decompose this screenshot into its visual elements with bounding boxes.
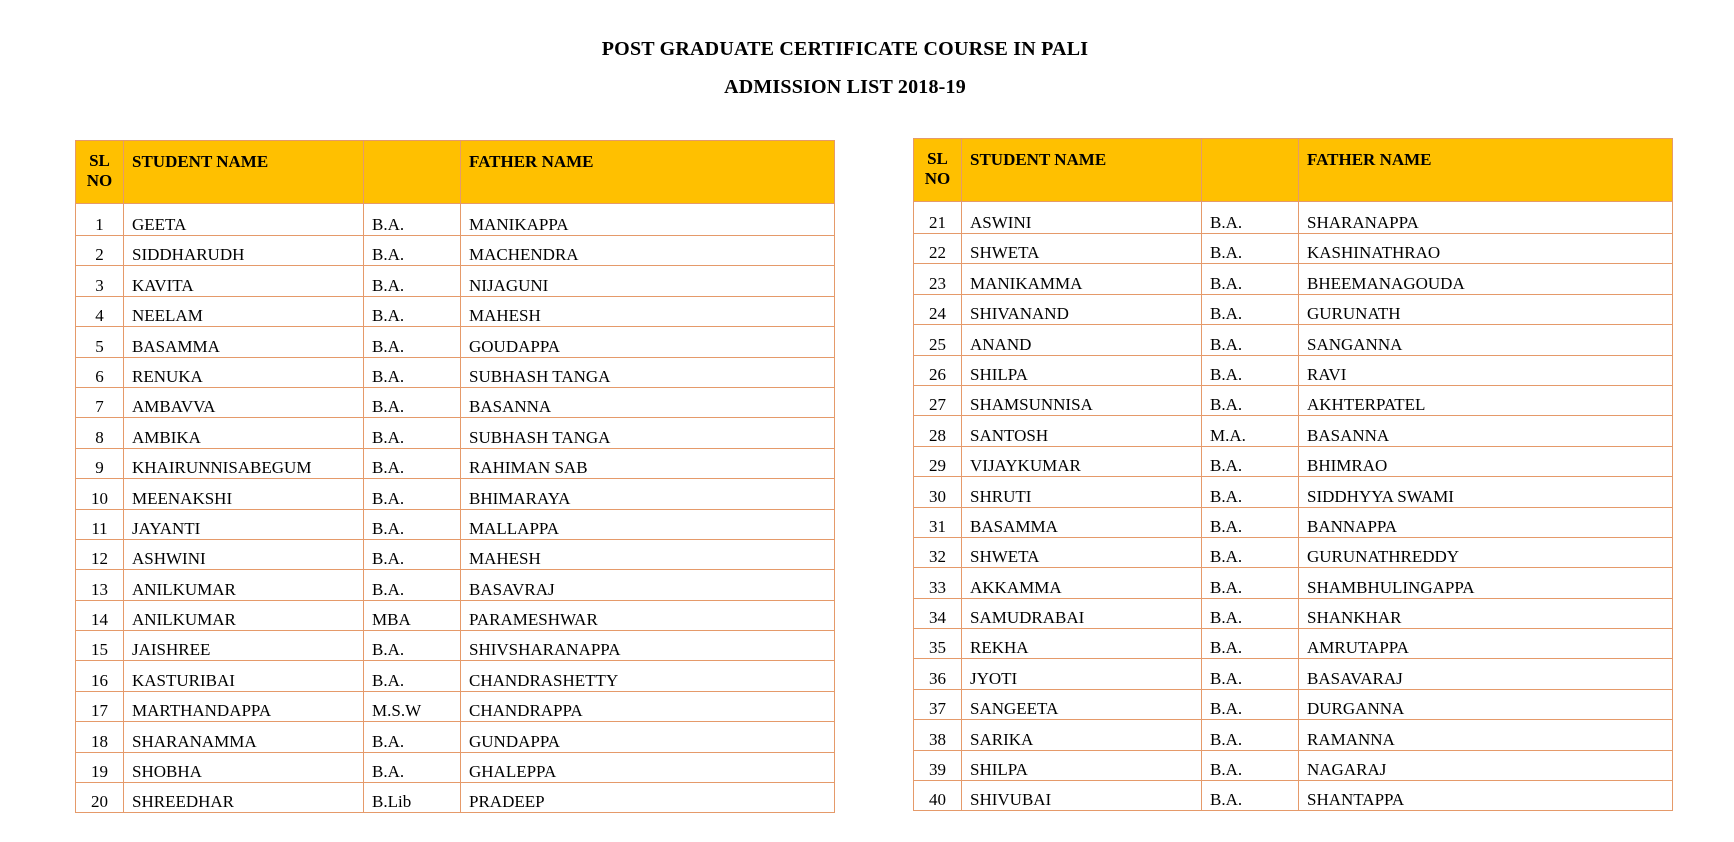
student-name-cell: NEELAM bbox=[124, 296, 364, 326]
qualification-cell: B.A. bbox=[1202, 720, 1299, 750]
table-row bbox=[76, 600, 835, 630]
student-name-cell: SHOBHA bbox=[124, 752, 364, 782]
student-name-cell: GEETA bbox=[124, 204, 364, 236]
table-row bbox=[914, 355, 1673, 385]
father-name-cell: GUNDAPPA bbox=[461, 722, 835, 752]
table-row bbox=[76, 204, 835, 236]
table-row bbox=[76, 266, 835, 296]
father-name-cell: NAGARAJ bbox=[1299, 750, 1673, 780]
sl-no-cell: 18 bbox=[76, 722, 124, 752]
qualification-cell: B.A. bbox=[1202, 202, 1299, 234]
father-name-cell: SHARANAPPA bbox=[1299, 202, 1673, 234]
father-name-cell: SANGANNA bbox=[1299, 325, 1673, 355]
qualification-cell: B.A. bbox=[364, 631, 461, 661]
qualification-cell: B.A. bbox=[364, 570, 461, 600]
sl-no-cell: 37 bbox=[914, 689, 962, 719]
father-name-cell: BASAVRAJ bbox=[461, 570, 835, 600]
table-row bbox=[914, 568, 1673, 598]
sl-no-cell: 1 bbox=[76, 204, 124, 236]
table-row bbox=[76, 236, 835, 266]
qualification-cell: B.A. bbox=[364, 722, 461, 752]
student-name-cell: ASHWINI bbox=[124, 539, 364, 569]
student-name-cell: SARIKA bbox=[962, 720, 1202, 750]
sl-no-cell: 40 bbox=[914, 781, 962, 811]
father-name-cell: PRADEEP bbox=[461, 783, 835, 813]
qualification-cell: B.A. bbox=[1202, 659, 1299, 689]
father-name-cell: BASANNA bbox=[461, 387, 835, 417]
father-name-cell: BHIMRAO bbox=[1299, 446, 1673, 476]
sl-no-cell: 16 bbox=[76, 661, 124, 691]
student-name-cell: ANAND bbox=[962, 325, 1202, 355]
sl-no-cell: 4 bbox=[76, 296, 124, 326]
qualification-cell: B.A. bbox=[1202, 355, 1299, 385]
sl-no-cell: 2 bbox=[76, 236, 124, 266]
table-row bbox=[76, 691, 835, 721]
father-name-cell: CHANDRASHETTY bbox=[461, 661, 835, 691]
student-name-cell: SHAMSUNNISA bbox=[962, 385, 1202, 415]
student-name-cell: RENUKA bbox=[124, 357, 364, 387]
table-row bbox=[76, 752, 835, 782]
table-row bbox=[76, 783, 835, 813]
father-name-cell: RAHIMAN SAB bbox=[461, 448, 835, 478]
table-header-row bbox=[914, 139, 1673, 202]
table-row bbox=[914, 781, 1673, 811]
qualification-cell: B.A. bbox=[364, 418, 461, 448]
student-name-cell: BASAMMA bbox=[962, 507, 1202, 537]
father-name-cell: BANNAPPA bbox=[1299, 507, 1673, 537]
student-name-cell: KHAIRUNNISABEGUM bbox=[124, 448, 364, 478]
table-row bbox=[76, 509, 835, 539]
father-name-cell: SHAMBHULINGAPPA bbox=[1299, 568, 1673, 598]
student-name-cell: SHARANAMMA bbox=[124, 722, 364, 752]
sl-no-cell: 35 bbox=[914, 629, 962, 659]
qualification-cell: B.A. bbox=[364, 266, 461, 296]
header-father-name: FATHER NAME bbox=[461, 141, 835, 204]
student-name-cell: AMBAVVA bbox=[124, 387, 364, 417]
table-body-left bbox=[76, 204, 835, 813]
sl-no-cell: 24 bbox=[914, 294, 962, 324]
sl-no-cell: 15 bbox=[76, 631, 124, 661]
document-subtitle: ADMISSION LIST 2018-19 bbox=[724, 76, 966, 98]
father-name-cell: SHANTAPPA bbox=[1299, 781, 1673, 811]
father-name-cell: MACHENDRA bbox=[461, 236, 835, 266]
sl-no-cell: 3 bbox=[76, 266, 124, 296]
table-row bbox=[914, 629, 1673, 659]
document-title: POST GRADUATE CERTIFICATE COURSE IN PALI bbox=[601, 38, 1089, 60]
sl-no-cell: 7 bbox=[76, 387, 124, 417]
father-name-cell: BASANNA bbox=[1299, 416, 1673, 446]
header-sl-no: SL NO bbox=[76, 141, 124, 204]
qualification-cell: B.A. bbox=[1202, 325, 1299, 355]
header-father-name: FATHER NAME bbox=[1299, 139, 1673, 202]
table-row bbox=[76, 327, 835, 357]
table-row bbox=[914, 659, 1673, 689]
student-name-cell: SHILPA bbox=[962, 750, 1202, 780]
qualification-cell: B.A. bbox=[1202, 689, 1299, 719]
table-row bbox=[914, 202, 1673, 234]
sl-no-cell: 22 bbox=[914, 234, 962, 264]
father-name-cell: KASHINATHRAO bbox=[1299, 234, 1673, 264]
sl-no-cell: 21 bbox=[914, 202, 962, 234]
sl-no-cell: 8 bbox=[76, 418, 124, 448]
admission-table-right bbox=[913, 138, 1673, 811]
sl-no-cell: 12 bbox=[76, 539, 124, 569]
student-name-cell: SHWETA bbox=[962, 537, 1202, 567]
sl-no-cell: 38 bbox=[914, 720, 962, 750]
qualification-cell: M.S.W bbox=[364, 691, 461, 721]
father-name-cell: RAVI bbox=[1299, 355, 1673, 385]
qualification-cell: B.A. bbox=[364, 236, 461, 266]
father-name-cell: SHANKHAR bbox=[1299, 598, 1673, 628]
sl-no-cell: 25 bbox=[914, 325, 962, 355]
sl-no-cell: 9 bbox=[76, 448, 124, 478]
father-name-cell: MAHESH bbox=[461, 296, 835, 326]
qualification-cell: B.A. bbox=[1202, 294, 1299, 324]
father-name-cell: AKHTERPATEL bbox=[1299, 385, 1673, 415]
father-name-cell: GURUNATH bbox=[1299, 294, 1673, 324]
student-name-cell: SHIVANAND bbox=[962, 294, 1202, 324]
table-row bbox=[76, 387, 835, 417]
table-row bbox=[914, 477, 1673, 507]
table-row bbox=[76, 570, 835, 600]
father-name-cell: GHALEPPA bbox=[461, 752, 835, 782]
sl-no-cell: 19 bbox=[76, 752, 124, 782]
qualification-cell: B.A. bbox=[1202, 477, 1299, 507]
student-name-cell: SHWETA bbox=[962, 234, 1202, 264]
student-name-cell: KAVITA bbox=[124, 266, 364, 296]
father-name-cell: SUBHASH TANGA bbox=[461, 357, 835, 387]
student-name-cell: ANILKUMAR bbox=[124, 570, 364, 600]
sl-no-cell: 36 bbox=[914, 659, 962, 689]
father-name-cell: SHIVSHARANAPPA bbox=[461, 631, 835, 661]
qualification-cell: B.A. bbox=[1202, 750, 1299, 780]
table-row bbox=[76, 448, 835, 478]
student-name-cell: SHRUTI bbox=[962, 477, 1202, 507]
sl-no-cell: 26 bbox=[914, 355, 962, 385]
father-name-cell: GURUNATHREDDY bbox=[1299, 537, 1673, 567]
student-name-cell: ANILKUMAR bbox=[124, 600, 364, 630]
table-row bbox=[914, 264, 1673, 294]
student-name-cell: AKKAMMA bbox=[962, 568, 1202, 598]
header-qualification bbox=[364, 141, 461, 204]
table-row bbox=[914, 385, 1673, 415]
father-name-cell: PARAMESHWAR bbox=[461, 600, 835, 630]
qualification-cell: B.A. bbox=[1202, 629, 1299, 659]
header-student-name: STUDENT NAME bbox=[962, 139, 1202, 202]
sl-no-cell: 31 bbox=[914, 507, 962, 537]
table-row bbox=[914, 294, 1673, 324]
qualification-cell: B.A. bbox=[364, 387, 461, 417]
student-name-cell: MARTHANDAPPA bbox=[124, 691, 364, 721]
student-name-cell: SHREEDHAR bbox=[124, 783, 364, 813]
father-name-cell: BASAVARAJ bbox=[1299, 659, 1673, 689]
table-row bbox=[914, 598, 1673, 628]
table-row bbox=[914, 416, 1673, 446]
sl-no-cell: 5 bbox=[76, 327, 124, 357]
qualification-cell: B.A. bbox=[1202, 507, 1299, 537]
table-row bbox=[914, 750, 1673, 780]
father-name-cell: MANIKAPPA bbox=[461, 204, 835, 236]
table-row bbox=[76, 722, 835, 752]
student-name-cell: JYOTI bbox=[962, 659, 1202, 689]
father-name-cell: BHEEMANAGOUDA bbox=[1299, 264, 1673, 294]
qualification-cell: B.A. bbox=[364, 752, 461, 782]
qualification-cell: B.A. bbox=[1202, 781, 1299, 811]
qualification-cell: MBA bbox=[364, 600, 461, 630]
table-header-row bbox=[76, 141, 835, 204]
sl-no-cell: 17 bbox=[76, 691, 124, 721]
sl-no-cell: 14 bbox=[76, 600, 124, 630]
qualification-cell: B.A. bbox=[364, 539, 461, 569]
student-name-cell: MEENAKSHI bbox=[124, 479, 364, 509]
sl-no-cell: 23 bbox=[914, 264, 962, 294]
student-name-cell: SHIVUBAI bbox=[962, 781, 1202, 811]
student-name-cell: JAYANTI bbox=[124, 509, 364, 539]
sl-no-cell: 29 bbox=[914, 446, 962, 476]
table-row bbox=[76, 296, 835, 326]
father-name-cell: RAMANNA bbox=[1299, 720, 1673, 750]
student-name-cell: SAMUDRABAI bbox=[962, 598, 1202, 628]
sl-no-cell: 13 bbox=[76, 570, 124, 600]
father-name-cell: BHIMARAYA bbox=[461, 479, 835, 509]
sl-no-cell: 32 bbox=[914, 537, 962, 567]
table-row bbox=[76, 418, 835, 448]
sl-no-cell: 27 bbox=[914, 385, 962, 415]
qualification-cell: B.A. bbox=[364, 479, 461, 509]
student-name-cell: AMBIKA bbox=[124, 418, 364, 448]
student-name-cell: BASAMMA bbox=[124, 327, 364, 357]
qualification-cell: M.A. bbox=[1202, 416, 1299, 446]
qualification-cell: B.A. bbox=[364, 661, 461, 691]
sl-no-cell: 10 bbox=[76, 479, 124, 509]
table-body-right bbox=[914, 202, 1673, 811]
student-name-cell: REKHA bbox=[962, 629, 1202, 659]
qualification-cell: B.A. bbox=[1202, 264, 1299, 294]
table-row bbox=[76, 357, 835, 387]
sl-no-cell: 34 bbox=[914, 598, 962, 628]
student-name-cell: ASWINI bbox=[962, 202, 1202, 234]
student-name-cell: SHILPA bbox=[962, 355, 1202, 385]
table-row bbox=[76, 539, 835, 569]
table-row bbox=[914, 720, 1673, 750]
qualification-cell: B.A. bbox=[1202, 234, 1299, 264]
table-row bbox=[914, 446, 1673, 476]
student-name-cell: VIJAYKUMAR bbox=[962, 446, 1202, 476]
qualification-cell: B.Lib bbox=[364, 783, 461, 813]
father-name-cell: MALLAPPA bbox=[461, 509, 835, 539]
qualification-cell: B.A. bbox=[1202, 446, 1299, 476]
student-name-cell: MANIKAMMA bbox=[962, 264, 1202, 294]
qualification-cell: B.A. bbox=[364, 509, 461, 539]
qualification-cell: B.A. bbox=[364, 327, 461, 357]
student-name-cell: KASTURIBAI bbox=[124, 661, 364, 691]
father-name-cell: NIJAGUNI bbox=[461, 266, 835, 296]
sl-no-cell: 33 bbox=[914, 568, 962, 598]
father-name-cell: GOUDAPPA bbox=[461, 327, 835, 357]
table-row bbox=[914, 689, 1673, 719]
father-name-cell: MAHESH bbox=[461, 539, 835, 569]
table-row bbox=[76, 661, 835, 691]
header-qualification bbox=[1202, 139, 1299, 202]
sl-no-cell: 30 bbox=[914, 477, 962, 507]
qualification-cell: B.A. bbox=[364, 357, 461, 387]
qualification-cell: B.A. bbox=[1202, 568, 1299, 598]
student-name-cell: SANGEETA bbox=[962, 689, 1202, 719]
sl-no-cell: 11 bbox=[76, 509, 124, 539]
table-row bbox=[76, 479, 835, 509]
qualification-cell: B.A. bbox=[364, 448, 461, 478]
admission-table-left bbox=[75, 140, 835, 813]
table-row bbox=[914, 537, 1673, 567]
sl-no-cell: 20 bbox=[76, 783, 124, 813]
qualification-cell: B.A. bbox=[1202, 598, 1299, 628]
father-name-cell: SUBHASH TANGA bbox=[461, 418, 835, 448]
student-name-cell: SANTOSH bbox=[962, 416, 1202, 446]
sl-no-cell: 39 bbox=[914, 750, 962, 780]
father-name-cell: DURGANNA bbox=[1299, 689, 1673, 719]
father-name-cell: CHANDRAPPA bbox=[461, 691, 835, 721]
student-name-cell: SIDDHARUDH bbox=[124, 236, 364, 266]
sl-no-cell: 6 bbox=[76, 357, 124, 387]
student-name-cell: JAISHREE bbox=[124, 631, 364, 661]
sl-no-cell: 28 bbox=[914, 416, 962, 446]
qualification-cell: B.A. bbox=[364, 204, 461, 236]
father-name-cell: SIDDHYYA SWAMI bbox=[1299, 477, 1673, 507]
qualification-cell: B.A. bbox=[1202, 385, 1299, 415]
header-sl-no: SL NO bbox=[914, 139, 962, 202]
qualification-cell: B.A. bbox=[1202, 537, 1299, 567]
table-row bbox=[914, 234, 1673, 264]
father-name-cell: AMRUTAPPA bbox=[1299, 629, 1673, 659]
header-student-name: STUDENT NAME bbox=[124, 141, 364, 204]
table-row bbox=[914, 325, 1673, 355]
table-row bbox=[914, 507, 1673, 537]
table-row bbox=[76, 631, 835, 661]
qualification-cell: B.A. bbox=[364, 296, 461, 326]
